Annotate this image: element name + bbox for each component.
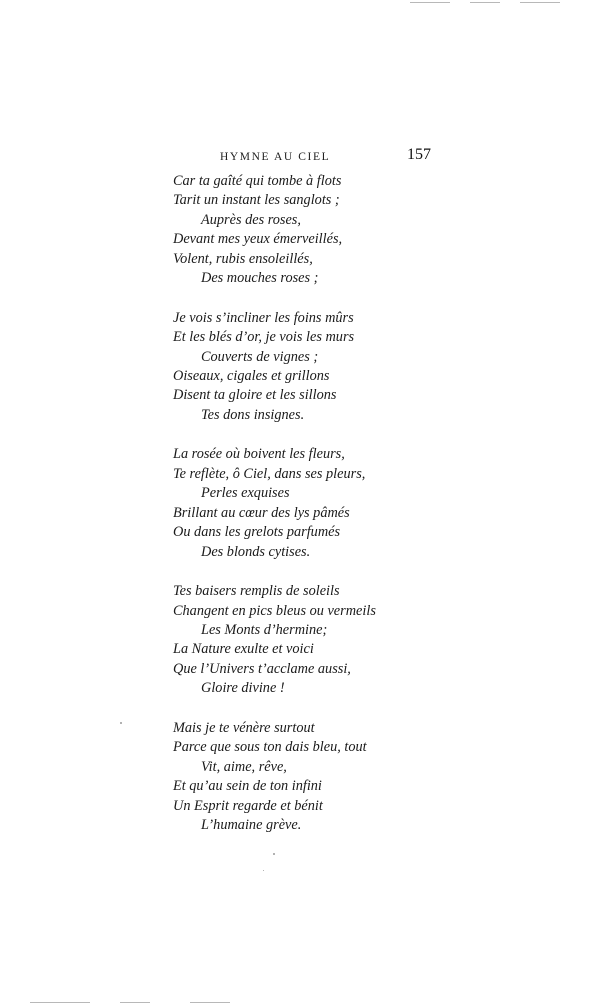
verse-line-indented: Des mouches roses ; — [201, 270, 319, 287]
stanza-2 — [173, 309, 473, 425]
stanza-4 — [173, 582, 473, 698]
verse-line: Je vois s’incliner les foins mûrs — [173, 309, 354, 326]
poem — [173, 172, 473, 856]
scan-speck — [120, 722, 122, 724]
verse-line: Changent en pics bleus ou vermeils — [173, 602, 376, 619]
scan-edge-mark — [120, 1002, 150, 1003]
verse-line: Devant mes yeux émerveillés, — [173, 231, 343, 248]
scan-edge-mark — [30, 1002, 90, 1003]
verse-line: Oiseaux, cigales et grillons — [173, 367, 330, 384]
stanza-1 — [173, 172, 473, 288]
verse-line: Tarit un instant les sanglots ; — [173, 192, 340, 209]
scan-edge-mark — [410, 2, 450, 3]
verse-line-indented: Perles exquises — [201, 485, 290, 502]
verse-line-indented: Vit, aime, rêve, — [201, 758, 287, 775]
verse-line: Parce que sous ton dais bleu, tout — [173, 739, 367, 756]
stanza-3 — [173, 445, 473, 561]
verse-line: Tes baisers remplis de soleils — [173, 583, 340, 600]
verse-line: Volent, rubis ensoleillés, — [173, 250, 313, 267]
verse-line: Et qu’au sein de ton infini — [173, 778, 322, 795]
verse-line: Te reflète, ô Ciel, dans ses pleurs, — [173, 465, 366, 482]
verse-line-indented: Auprès des roses, — [201, 211, 301, 228]
verse-line: La Nature exulte et voici — [173, 641, 314, 658]
verse-line-indented: Les Monts d’hermine; — [201, 622, 328, 639]
verse-line: Mais je te vénère surtout — [173, 719, 315, 736]
page-number: 157 — [407, 146, 431, 163]
verse-line: Car ta gaîté qui tombe à flots — [173, 173, 342, 189]
verse-line-indented: Couverts de vignes ; — [201, 348, 319, 365]
verse-line-indented: L’humaine grève. — [201, 816, 302, 833]
scan-edge-mark — [190, 1002, 230, 1003]
verse-line-indented: Tes dons insignes. — [201, 406, 305, 423]
scan-edge-mark — [470, 2, 500, 3]
verse-line: Brillant au cœur des lys pâmés — [173, 504, 350, 521]
scan-speck — [263, 870, 264, 871]
verse-line: Que l’Univers t’acclame aussi, — [173, 660, 351, 677]
verse-line: Ou dans les grelots parfumés — [173, 524, 341, 541]
verse-line: Disent ta gloire et les sillons — [173, 387, 337, 404]
scan-edge-mark — [520, 2, 560, 3]
scan-speck — [273, 853, 275, 855]
verse-line: La rosée où boivent les fleurs, — [173, 446, 345, 463]
verse-line: Et les blés d’or, je vois les murs — [173, 329, 355, 346]
verse-line-indented: Gloire divine ! — [201, 680, 285, 697]
running-title: HYMNE AU CIEL — [220, 151, 331, 163]
verse-line-indented: Des blonds cytises. — [201, 543, 311, 560]
verse-line: Un Esprit regarde et bénit — [173, 797, 323, 814]
stanza-5 — [173, 719, 473, 835]
